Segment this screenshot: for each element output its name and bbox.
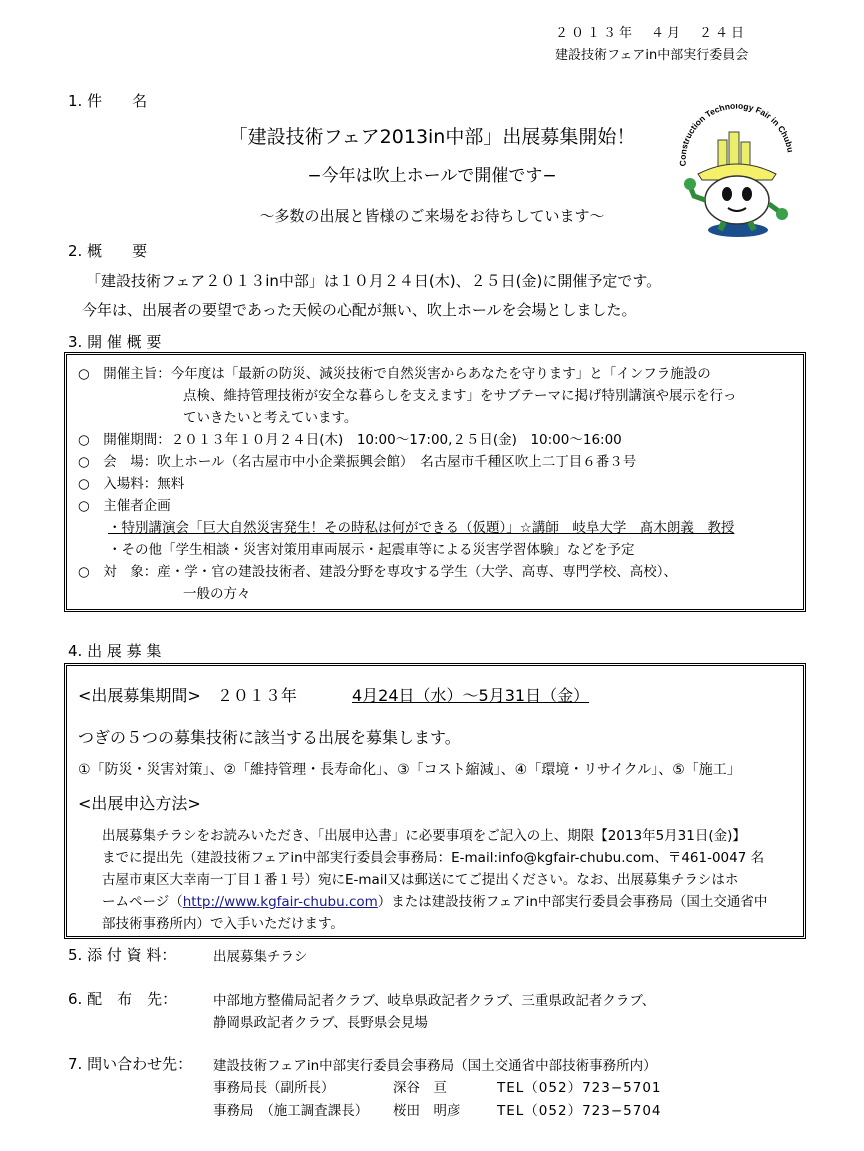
contact-office: 建設技術フェアin中部実行委員会事務局（国土交通省中部技術事務所内） (213, 1058, 657, 1074)
apply-method-line-5: 部技術事務所内）で入手いただけます。 (102, 916, 344, 932)
event-purpose: ○ 開催主旨：今年度は「最新の防災、減災技術で自然災害からあなたを守ります」と「インフラ施設の (78, 366, 711, 382)
website-link[interactable]: http://www.kgfair-chubu.com (182, 894, 378, 910)
event-audience: ○ 対 象：産・学・官の建設技術者、建設分野を専攻する学生（大学、高専、専門学校、高校）、 (78, 564, 678, 580)
contact-1-name: 深谷 亘 (393, 1080, 447, 1096)
contact-1-phone: TEL（052）723−5701 (497, 1080, 662, 1096)
section-4-heading: 4. 出 展 募 集 (68, 642, 162, 660)
apply-method-line-1: 出展募集チラシをお読みいただき、「出展申込書」に必要事項をご記入の上、期限【2013年5月31日(金)】 (102, 828, 746, 844)
page-title: 「建設技術フェア2013in中部」出展募集開始！ (228, 126, 636, 148)
apply-method-line-4-start: ームページ（ (102, 894, 183, 910)
section-1-heading: 1. 件 名 (68, 92, 148, 110)
recruit-period-label: <出展募集期間> ２０１３年 (78, 686, 297, 705)
overview-line-1: 「建設技術フェア２０１３in中部」は１０月２４日(木)、２５日(金)に開催予定です。 (86, 272, 662, 290)
event-purpose-cont-2: ていきたいと考えています。 (183, 410, 358, 426)
apply-method-label: <出展申込方法> (78, 794, 201, 813)
logo-arc-text: Construction Technology Fair in Chubu (677, 104, 796, 167)
event-audience-cont: 一般の方々 (183, 586, 251, 602)
apply-method-line-2: までに提出先（建設技術フェアin中部実行委員会事務局：E-mail:info@kgfair-chubu.com、〒461-0047 名 (102, 850, 765, 866)
mascot-logo-icon (672, 104, 802, 242)
apply-method-line-4 (102, 890, 767, 910)
release-date: ２０１３年 ４月 ２４日 (555, 26, 748, 41)
apply-method-line-4-end: ）または建設技術フェアin中部実行委員会事務局（国土交通省中 (377, 894, 768, 910)
recruit-period-value: 4月24日（水）〜5月31日（金） (352, 686, 590, 705)
issuing-org: 建設技術フェアin中部実行委員会 (555, 48, 749, 63)
event-venue: ○ 会 場：吹上ホール（名古屋市中小企業振興会館） 名古屋市千種区吹上二丁目６番３号 (78, 454, 637, 470)
section-7-heading: 7. 問い合わせ先： (68, 1055, 193, 1073)
recruit-intro: つぎの５つの募集技術に該当する出展を募集します。 (78, 728, 461, 747)
event-purpose-cont: 点検、維持管理技術が安全な暮らしを支えます」をサブテーマに掲げ特別講演や展示を行っ (183, 388, 737, 404)
distribution-line-2: 静岡県政記者クラブ、長野県会見場 (213, 1015, 428, 1031)
event-admission: ○ 入場料：無料 (78, 476, 185, 492)
event-period: ○ 開催期間：２０１３年１０月２４日(木) 10:00〜17:00,２５日(金) 10:00〜16:00 (78, 432, 622, 448)
contact-1-title: 事務局長（副所長） (213, 1080, 335, 1096)
apply-method-line-3: 古屋市東区大幸南一丁目１番１号）宛にE-mail又は郵送にてご提出ください。なお、出展募集チラシはホ (102, 872, 739, 888)
section-5-heading: 5. 添 付 資 料： (68, 946, 177, 964)
contact-2-phone: TEL（052）723−5704 (497, 1103, 662, 1119)
distribution-line-1: 中部地方整備局記者クラブ、岐阜県政記者クラブ、三重県政記者クラブ、 (213, 993, 656, 1009)
attachment-value: 出展募集チラシ (213, 949, 308, 965)
contact-2-title: 事務局 （施工調査課長） (213, 1103, 369, 1119)
section-6-heading: 6. 配 布 先： (68, 990, 178, 1008)
contact-2-name: 桜田 明彦 (393, 1103, 461, 1119)
section-3-heading: 3. 開 催 概 要 (68, 333, 162, 351)
overview-line-2: 今年は、出展者の要望であった天候の心配が無い、吹上ホールを会場としました。 (82, 301, 637, 319)
special-lecture: ・特別講演会「巨大自然災害発生！その時私は何ができる（仮題）」☆講師 岐阜大学 髙木朗義 教授 (108, 520, 735, 536)
page-subtitle: −今年は吹上ホールで開催です− (307, 166, 557, 186)
other-programs: ・その他「学生相談・災害対策用車両展示・起震車等による災害学習体験」などを予定 (108, 542, 635, 558)
recruit-categories: ①「防災・災害対策」、②「維持管理・長寿命化」、③「コスト縮減」、④「環境・リサイクル」、⑤「施工」 (78, 762, 741, 778)
section-2-heading: 2. 概 要 (68, 242, 148, 260)
page-tagline: 〜多数の出展と皆様のご来場をお待ちしています〜 (259, 207, 605, 225)
organizer-program: ○ 主催者企画 (78, 498, 171, 514)
